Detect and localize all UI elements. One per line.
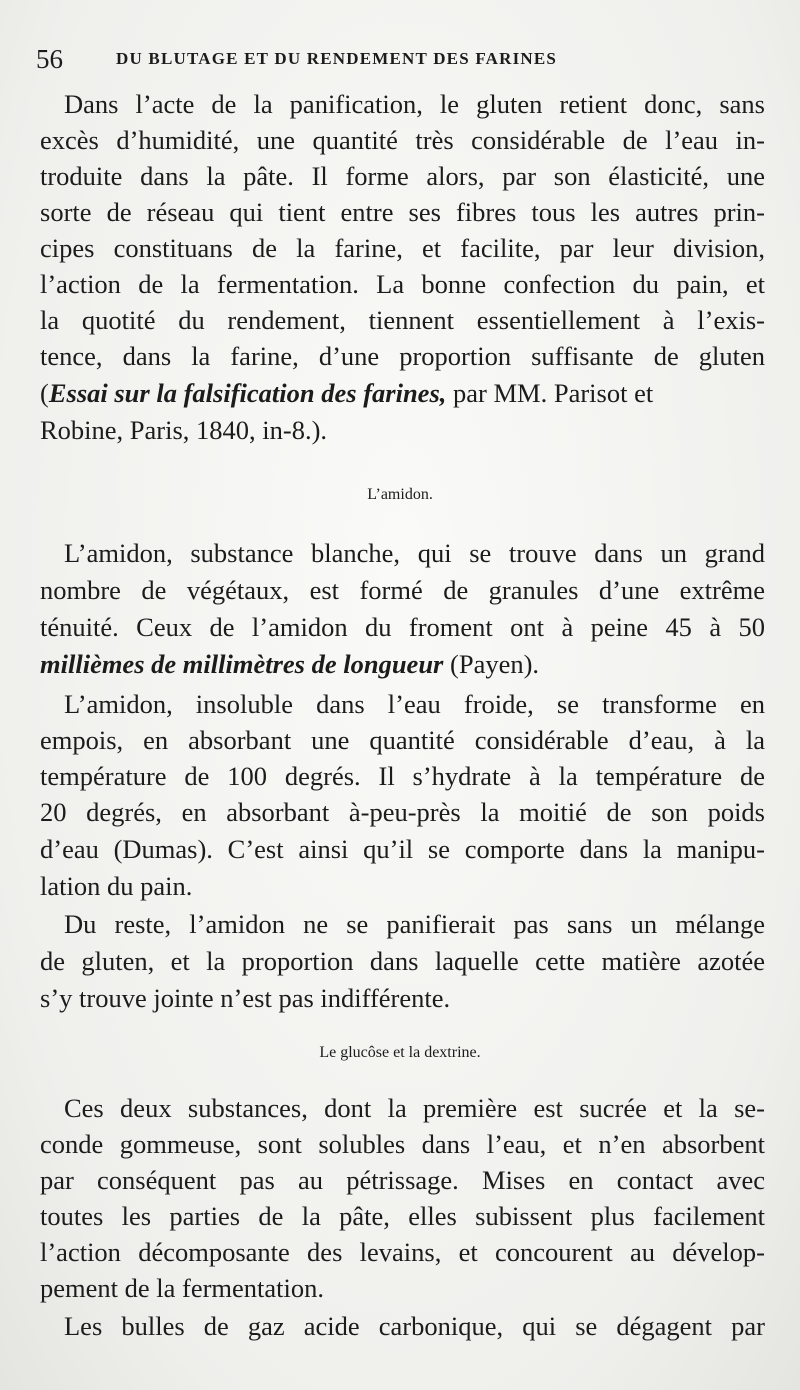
text-line: tence, dans la farine, d’une proportion suffisante de gluten	[40, 341, 765, 371]
text-line: 20 degrés, en absorbant à-peu-près la moitié de son poids	[40, 797, 765, 827]
text-line: Robine, Paris, 1840, in-8.).	[40, 415, 328, 445]
text-line: Les bulles de gaz acide carbonique, qui se dégagent par	[64, 1311, 765, 1341]
text-line: de gluten, et la proportion dans laquelle cette matière azotée	[40, 946, 765, 976]
text-line: empois, en absorbant une quantité considérable d’eau, à la	[40, 725, 765, 755]
text-line: l’action décomposante des levains, et concourent au dévelop-	[40, 1237, 765, 1267]
text-line: nombre de végétaux, est formé de granules d’une extrême	[40, 575, 765, 605]
text-line: par conséquent pas au pétrissage. Mises en contact avec	[40, 1165, 765, 1195]
text-line: toutes les parties de la pâte, elles subissent plus facilement	[40, 1201, 765, 1231]
text-line: d’eau (Dumas). C’est ainsi qu’il se comporte dans la manipu-	[40, 834, 765, 864]
running-head: DU BLUTAGE ET DU RENDEMENT DES FARINES	[116, 49, 558, 68]
text-line: L’amidon, insoluble dans l’eau froide, se transforme en	[64, 689, 765, 719]
text-line: excès d’humidité, une quantité très considérable de l’eau in-	[40, 125, 765, 155]
page-number: 56	[36, 44, 63, 74]
text-line: la quotité du rendement, tiennent essentiellement à l’exis-	[40, 305, 765, 335]
text-line: sorte de réseau qui tient entre ses fibres tous les autres prin-	[40, 197, 765, 227]
page-header	[36, 44, 776, 76]
text-line: Du reste, l’amidon ne se panifierait pas sans un mélange	[64, 909, 765, 939]
text-line: Ces deux substances, dont la première est sucrée et la se-	[64, 1093, 765, 1123]
citation-open: (	[40, 378, 49, 408]
text-line: pement de la fermentation.	[40, 1273, 325, 1303]
text-line: ténuité. Ceux de l’amidon du froment ont à peine 45 à 50	[40, 612, 765, 642]
citation-rest: par MM. Parisot et	[446, 378, 654, 408]
section-heading-glucose: Le glucôse et la dextrine.	[319, 1044, 481, 1061]
citation-line	[40, 375, 765, 411]
text-line: température de 100 degrés. Il s’hydrate à la température de	[40, 761, 765, 791]
text-line: Dans l’acte de la panification, le gluten retient donc, sans	[64, 89, 765, 119]
measure-line	[40, 646, 765, 682]
text-line: L’amidon, substance blanche, qui se trouve dans un grand	[64, 538, 765, 568]
citation-title: Essai sur la falsification des farines,	[48, 378, 447, 408]
text-line: conde gommeuse, sont solubles dans l’eau, et n’en absorbent	[40, 1129, 765, 1159]
text-line: s’y trouve jointe n’est pas indifférente.	[40, 983, 451, 1013]
italic-measure: millièmes de millimètres de longueur	[40, 649, 444, 679]
text-line: l’action de la fermentation. La bonne confection du pain, et	[40, 269, 765, 299]
text-line: cipes constituans de la farine, et facilite, par leur division,	[40, 233, 765, 263]
measure-rest: (Payen).	[443, 649, 540, 679]
text-line: troduite dans la pâte. Il forme alors, par son élasticité, une	[40, 161, 765, 191]
text-line: lation du pain.	[40, 871, 193, 901]
section-heading-amidon: L’amidon.	[367, 486, 433, 503]
